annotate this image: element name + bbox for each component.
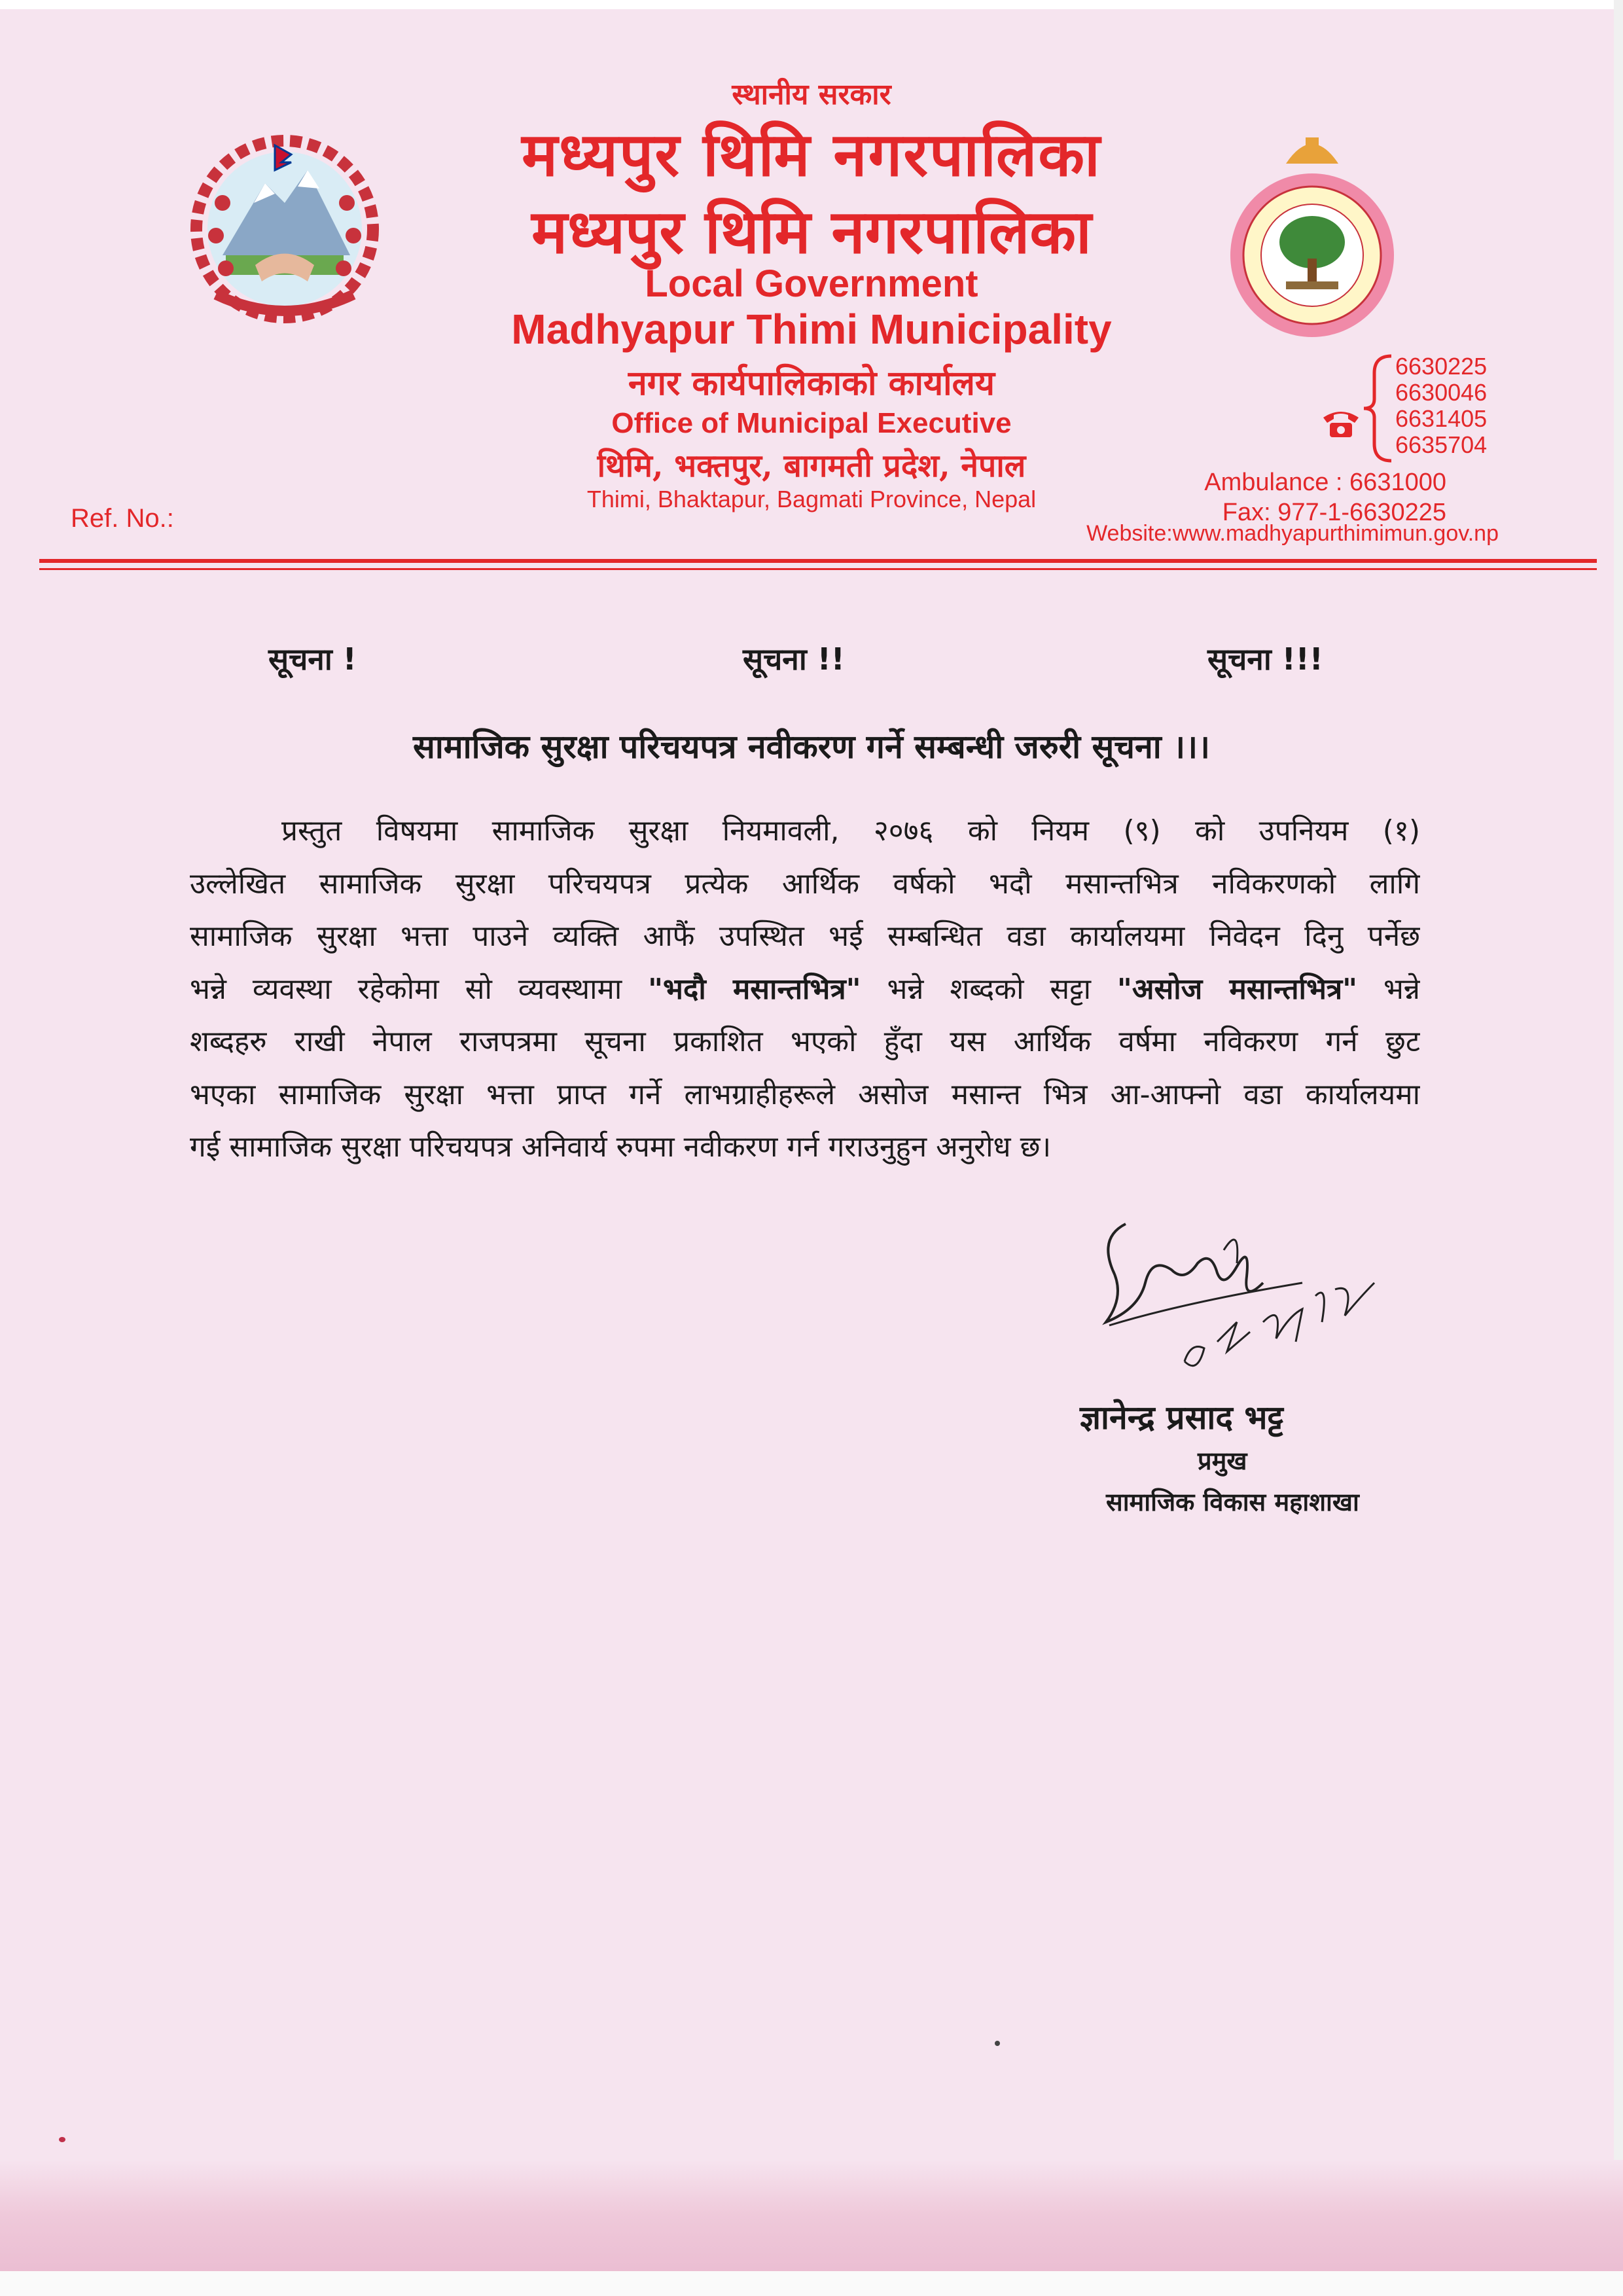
ambulance-number: Ambulance : 6631000 — [1204, 469, 1446, 496]
body-text: भन्ने व्यवस्था रहेकोमा सो व्यवस्थामा — [190, 972, 649, 1006]
scan-speck — [59, 2137, 65, 2142]
header-office-en: Office of Municipal Executive — [611, 407, 1012, 439]
body-text: भन्ने — [1357, 972, 1420, 1006]
header-divider-thin — [39, 568, 1597, 570]
phone-number: 6635704 — [1395, 431, 1488, 458]
handwritten-signature — [1086, 1211, 1387, 1414]
website-link: Website:www.madhyapurthimimun.gov.np — [1086, 521, 1499, 546]
body-line: गई सामाजिक सुरक्षा परिचयपत्र अनिवार्य रुपमा नवीकरण गर्न गराउनुहुन अनुरोध छ। — [190, 1130, 1052, 1164]
header-name-np-stylized: मध्यपुर थिमि नगरपालिका — [522, 119, 1101, 190]
notice-body — [190, 805, 1420, 1174]
fax-number: Fax: 977-1-6630225 — [1222, 499, 1446, 526]
phone-numbers — [1395, 353, 1487, 458]
header-subtitle-en: Local Government — [645, 262, 978, 305]
quoted-old-term: "भदौ मसान्तभित्र" — [648, 972, 861, 1006]
notice-label-1: सूचना ! — [268, 641, 357, 677]
notice-label-2: सूचना !! — [743, 641, 845, 677]
notice-label-3: सूचना !!! — [1207, 641, 1323, 677]
body-text: भन्ने शब्दको सट्टा — [861, 972, 1117, 1006]
phone-number: 6630046 — [1395, 379, 1488, 406]
scan-bottom-edge — [0, 2271, 1623, 2296]
header-address-en: Thimi, Bhaktapur, Bagmati Province, Nepal — [586, 486, 1037, 512]
quoted-new-term: "असोज मसान्तभित्र" — [1116, 972, 1358, 1006]
header-address-np: थिमि, भक्तपुर, बागमती प्रदेश, नेपाल — [597, 448, 1026, 484]
telephone-icon — [1321, 406, 1361, 439]
body-line: प्रस्तुत विषयमा सामाजिक सुरक्षा नियमावली, २०७६ को नियम (९) को उपनियम (१) — [281, 814, 1420, 848]
signatory-department: सामाजिक विकास महाशाखा — [1106, 1487, 1359, 1516]
body-line: भएका सामाजिक सुरक्षा भत्ता प्राप्त गर्ने लाभग्राहीहरूले असोज मसान्त भित्र आ-आफ्नो वडा कार्यालयमा — [190, 1077, 1420, 1111]
ref-number-label: Ref. No.: — [71, 504, 174, 533]
header-divider-thick — [39, 559, 1597, 563]
scan-top-edge — [0, 0, 1623, 9]
header-office-np: नगर कार्यपालिकाको कार्यालय — [628, 363, 995, 403]
signatory-title: प्रमुख — [1198, 1446, 1247, 1475]
signatory-name: ज्ञानेन्द्र प्रसाद भट्ट — [1080, 1398, 1283, 1437]
header-name-np: मध्यपुर थिमि नगरपालिका — [531, 197, 1092, 267]
phone-number: 6631405 — [1395, 405, 1488, 432]
body-line — [190, 963, 1420, 1016]
phone-number: 6630225 — [1395, 353, 1488, 380]
brace-icon — [1361, 353, 1395, 463]
body-line: उल्लेखित सामाजिक सुरक्षा परिचयपत्र प्रत्येक आर्थिक वर्षको भदौ मसान्तभित्र नविकरणको लागि — [190, 867, 1420, 901]
header-name-en: Madhyapur Thimi Municipality — [511, 306, 1112, 353]
scan-speck — [995, 2041, 1000, 2046]
body-line: शब्दहरु राखी नेपाल राजपत्रमा सूचना प्रकाशित भएको हुँदा यस आर्थिक वर्षमा नविकरण गर्न छुट — [190, 1025, 1420, 1058]
body-line: सामाजिक सुरक्षा भत्ता पाउने व्यक्ति आफैं उपस्थित भई सम्बन्धित वडा कार्यालयमा निवेदन दिनु पर्नेछ — [190, 920, 1420, 953]
notice-title: सामाजिक सुरक्षा परिचयपत्र नवीकरण गर्ने सम्बन्धी जरुरी सूचना ।।। — [413, 728, 1210, 766]
header-subtitle-np: स्थानीय सरकार — [732, 78, 891, 111]
